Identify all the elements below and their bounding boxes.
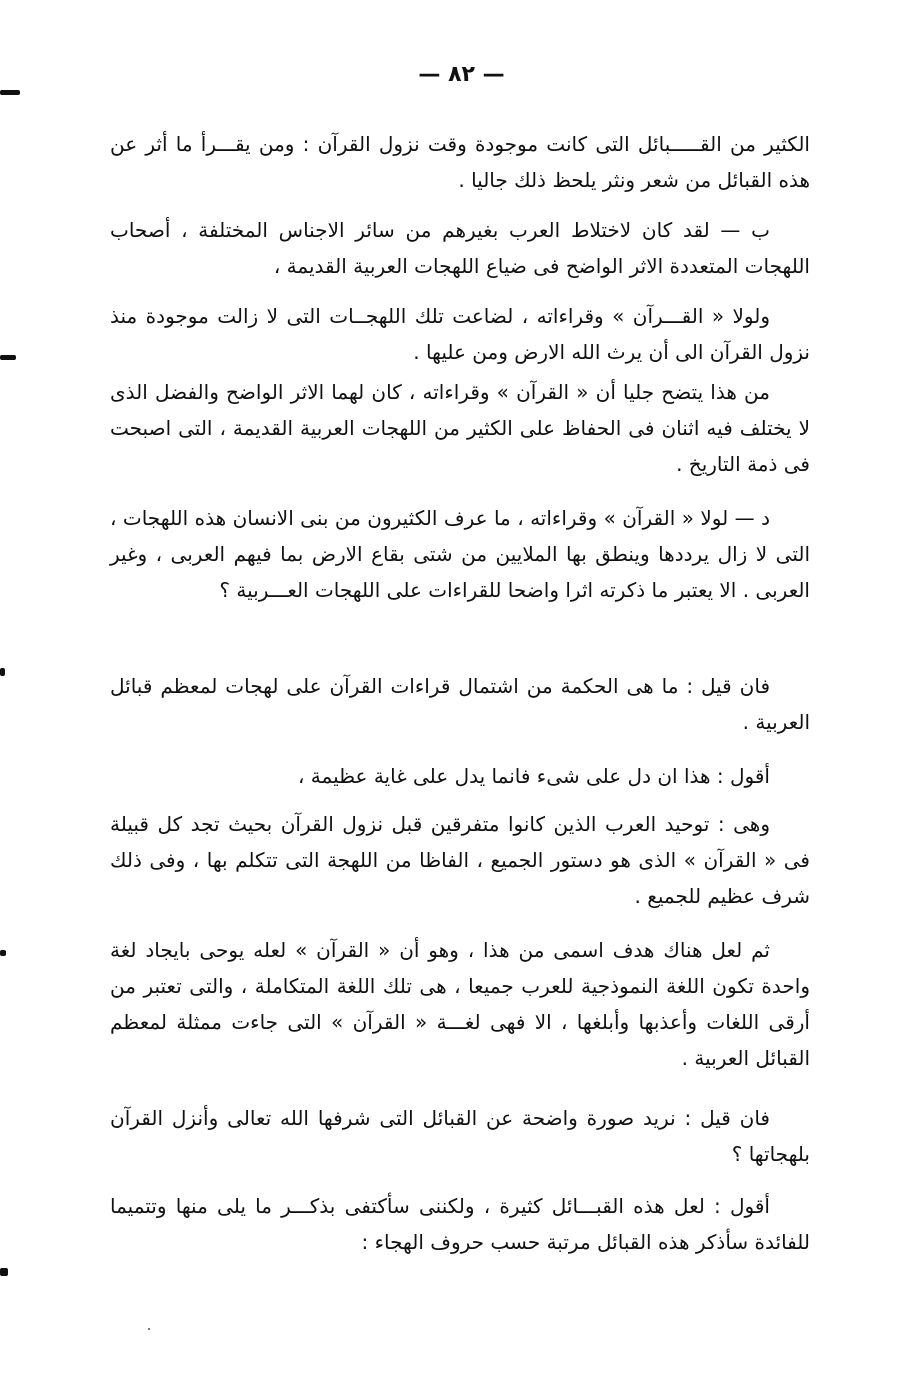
scan-speck: [148, 1328, 150, 1330]
paragraph: فان قيل : نريد صورة واضحة عن القبائل التى شرفها الله تعالى وأنزل القرآن بلهجاتها ؟: [110, 1106, 810, 1166]
page-number: — ٨٢ —: [418, 62, 505, 87]
paragraph: فان قيل : ما هى الحكمة من اشتمال قراءات القرآن على لهجات لمعظم قبائل العربية .: [110, 674, 810, 734]
paragraph: أقول : لعل هذه القبـــائل كثيرة ، ولكننى سأكتفى بذكـــر ما يلى منها وتتميما للفائدة سأذكر هذه القبائل مرتبة حسب حروف الهجاء :: [110, 1194, 810, 1254]
margin-mark: [0, 668, 5, 676]
margin-mark: [0, 1268, 8, 1276]
margin-mark: [0, 355, 16, 360]
paragraph: أقول : هذا ان دل على شىء فانما يدل على غاية عظيمة ،: [297, 764, 770, 788]
paragraph: وهى : توحيد العرب الذين كانوا متفرقين قبل نزول القرآن بحيث تجد كل قبيلة فى « القرآن » الذى هو دستور الجميع ، الفاظا من اللهجة التى تتكلم بها ، وفى ذلك شرف عظيم للجميع .: [110, 812, 810, 908]
paragraph: ب — لقد كان لاختلاط العرب بغيرهم من سائر الاجناس المختلفة ، أصحاب اللهجات المتعددة الاثر الواضح فى ضياع اللهجات العربية القديمة ،: [110, 218, 810, 278]
paragraph: د — لولا « القرآن » وقراءاته ، ما عرف الكثيرون من بنى الانسان هذه اللهجات ، التى لا زال يرددها وينطق بها الملايين من شتى بقاع الارض بما فيهم العربى ، وغير العربى . الا يعتبر ما ذكرته اثرا واضحا للقراءات على اللهجات العـــربية ؟: [110, 506, 810, 602]
paragraph: من هذا يتضح جليا أن « القرآن » وقراءاته ، كان لهما الاثر الواضح والفضل الذى لا يختلف فيه اثنان فى الحفاظ على الكثير من اللهجات العربية القديمة ، التى اصبحت فى ذمة التاريخ .: [110, 380, 810, 476]
margin-mark: [0, 90, 20, 95]
paragraph: ولولا « القـــرآن » وقراءاته ، لضاعت تلك اللهجــات التى لا زالت موجودة منذ نزول القرآن الى أن يرث الله الارض ومن عليها .: [110, 304, 810, 364]
paragraph: الكثير من القـــــبائل التى كانت موجودة وقت نزول القرآن : ومن يقـــرأ ما أثر عن هذه القبائل من شعر ونثر يلحظ ذلك جاليا .: [110, 132, 810, 192]
paragraph: ثم لعل هناك هدف اسمى من هذا ، وهو أن « القرآن » لعله يوحى بايجاد لغة واحدة تكون اللغة النموذجية للعرب جميعا ، هى تلك اللغة المتكاملة ، والتى تعتبر من أرقى اللغات وأعذبها وأبلغها ، الا فهى لغـــة « القرآن » التى جاءت ممثلة لمعظم القبائل العربية .: [110, 938, 810, 1070]
margin-mark: [0, 950, 6, 956]
